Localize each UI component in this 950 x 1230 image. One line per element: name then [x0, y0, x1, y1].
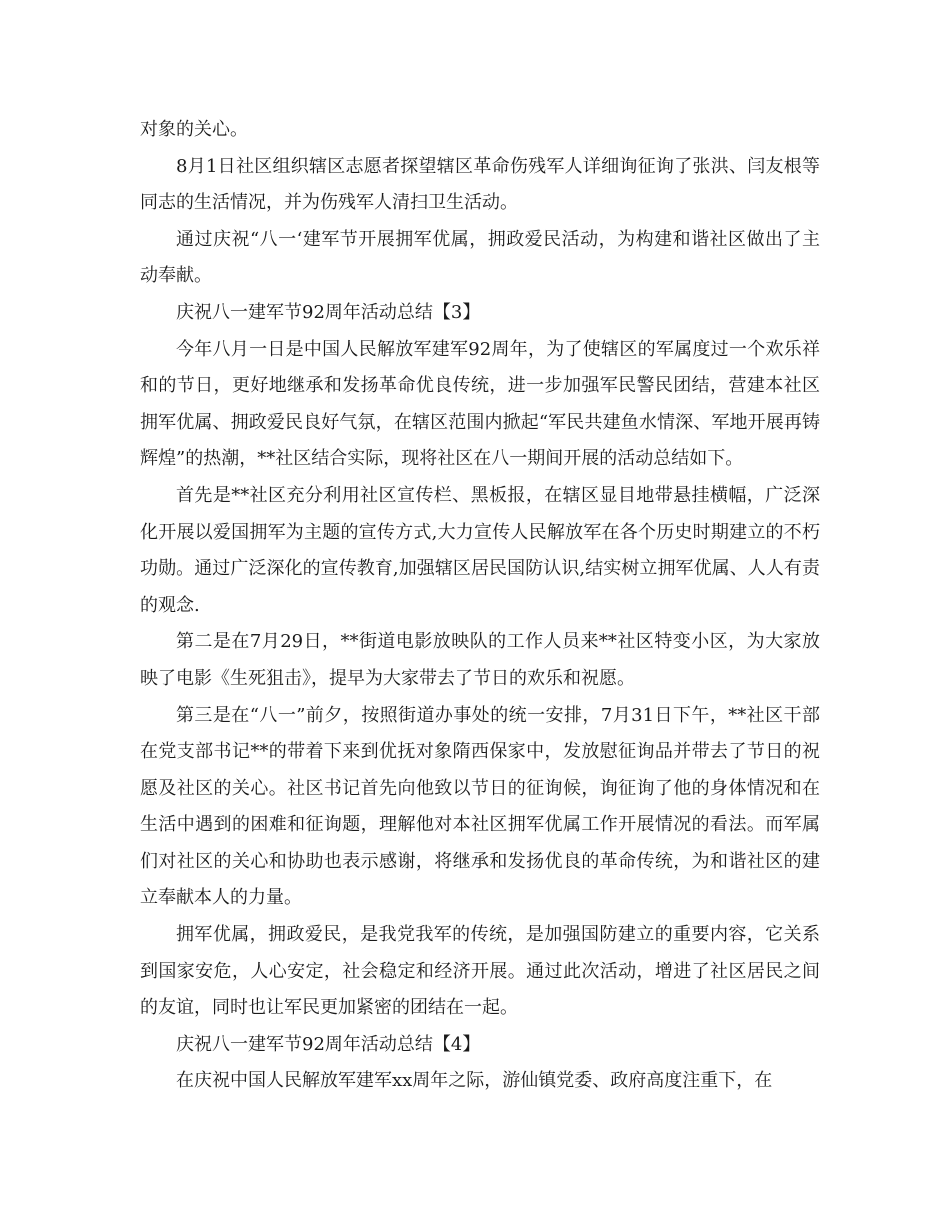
section-heading: 庆祝八一建军节92周年活动总结【4】 [176, 1033, 481, 1055]
paragraph: 在庆祝中国人民解放军建军xx周年之际，游仙镇党委、政府高度注重下，在 [176, 1070, 773, 1092]
paragraph: 拥军优属，拥政爱民，是我党我军的传统，是加强国防建立的重要内容，它关系到国家安危，人心安定，社会稳定和经济开展。通过此次活动，增进了社区居民之间的友谊，同时也让军民更加紧密的团结在一起。 [140, 924, 820, 1019]
paragraph: 今年八月一日是中国人民解放军建军92周年，为了使辖区的军属度过一个欢乐祥和的节日，更好地继承和发扬革命优良传统，进一步加强军民警民团结，营建本社区拥军优属、拥政爱民良好气氛，在辖区范围内掀起“军民共建鱼水情深、军地开展再铸辉煌”的热潮，**社区结合实际，现将社区在八一期间开展的活动总结如下。 [140, 338, 820, 470]
paragraph: 第三是在“八一”前夕，按照街道办事处的统一安排，7月31日下午，**社区干部在党支部书记**的带着下来到优抚对象隋西保家中，发放慰征询品并带去了节日的祝愿及社区的关心。社区书记首先向他致以节日的征询候，询征询了他的身体情况和在生活中遇到的困难和征询题，理解他对本社区拥军优属工作开展情况的看法。而军属们对社区的关心和协助也表示感谢，将继承和发扬优良的革命传统，为和谐社区的建立奉献本人的力量。 [140, 704, 820, 909]
section-heading: 庆祝八一建军节92周年活动总结【3】 [176, 301, 481, 323]
paragraph: 第二是在7月29日，**街道电影放映队的工作人员来**社区特变小区，为大家放映了电影《生死狙击》，提早为大家带去了节日的欢乐和祝愿。 [140, 631, 820, 689]
paragraph: 对象的关心。 [140, 119, 248, 140]
paragraph: 首先是**社区充分利用社区宣传栏、黑板报，在辖区显目地带悬挂横幅，广泛深化开展以爱国拥军为主题的宣传方式,大力宣传人民解放军在各个历史时期建立的不朽功勋。通过广泛深化的宣传教育,加强辖区居民国防认识,结实树立拥军优属、人人有责的观念. [140, 484, 820, 616]
paragraph: 通过庆祝“八一‘建军节开展拥军优属，拥政爱民活动，为构建和谐社区做出了主动奉献。 [140, 228, 820, 287]
document-body [140, 112, 820, 1100]
paragraph: 8月1日社区组织辖区志愿者探望辖区革命伤残军人详细询征询了张洪、闫友根等同志的生活情况，并为伤残军人清扫卫生活动。 [140, 155, 820, 214]
